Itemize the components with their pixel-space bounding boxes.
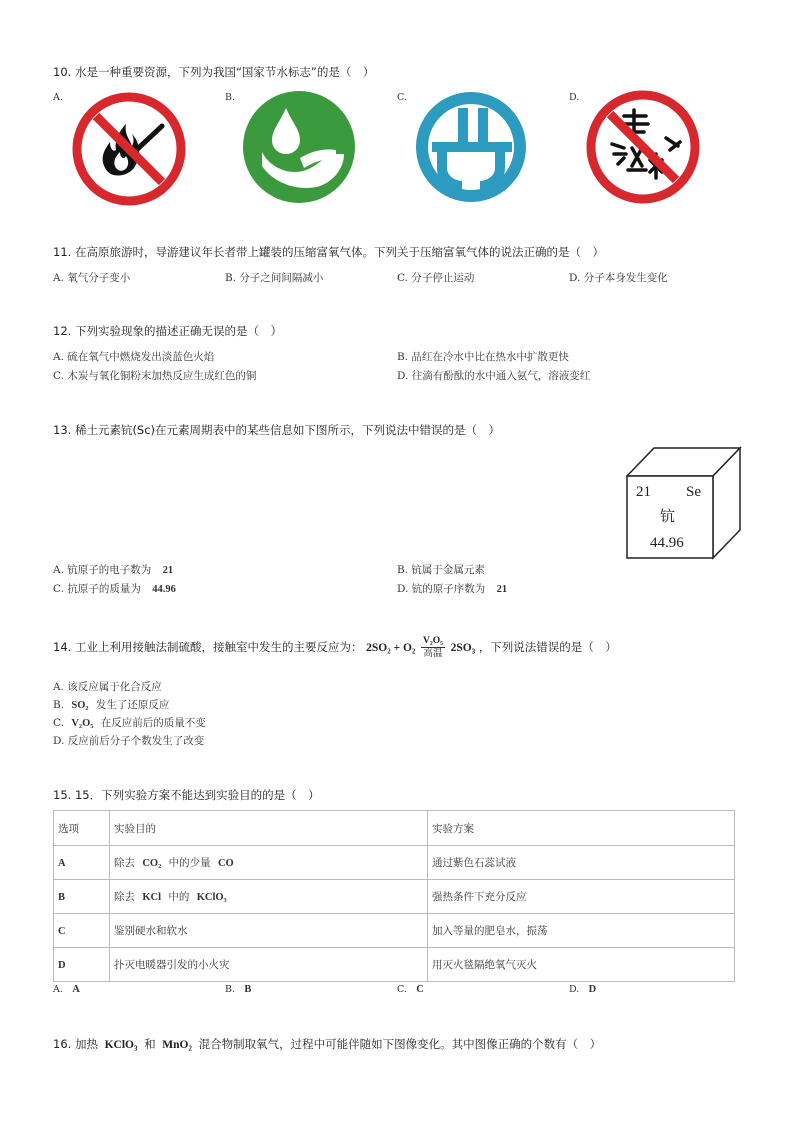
q13-option-b: B. 钪属于金属元素 [397, 564, 485, 576]
no-fireworks-icon [584, 88, 702, 206]
element-name: 钪 [660, 507, 676, 525]
q15-stem: 15. 15．下列实验方案不能达到实验目的的是（ ） [53, 788, 320, 802]
water-saving-hands-icon [412, 88, 530, 206]
element-symbol: Se [686, 484, 701, 500]
q14-option-b: B. SO₂ 发生了还原反应 [53, 699, 170, 711]
q11-option-d: D. 分子本身发生变化 [569, 272, 668, 284]
purpose-cell: 扑灭电暖器引发的小火灾 [110, 948, 428, 982]
q15-answer-d: D. D [569, 984, 597, 995]
no-fire-icon [70, 90, 188, 208]
table-row: D 扑灭电暖器引发的小火灾 用灭火毯隔绝氧气灭火 [54, 948, 735, 982]
plan-cell: 加入等量的肥皂水，振荡 [428, 914, 735, 948]
q14-option-c: C. V₂O₅ 在反应前后的质量不变 [53, 717, 206, 729]
atomic-mass: 44.96 [650, 535, 684, 551]
q15-answer-c: C. C [397, 984, 424, 995]
q10-label-d: D. [569, 92, 580, 103]
q14-stem: 14. 工业上利用接触法制硫酸，接触室中发生的主要反应为： 2SO₂ + O₂ $\frac{\text{V₂O₅}}{\text{高温}}$ 2SO₃ ，下列说法错误的是（ ） [53, 636, 617, 659]
table-row: B 除去 KCl 中的 KClO₃ 强热条件下充分反应 [54, 880, 735, 914]
q15-answer-b: B. B [225, 984, 252, 995]
plan-cell: 通过紫色石蕊试液 [428, 846, 735, 880]
q13-option-d: D. 钪的原子序数为 21 [397, 583, 508, 595]
table-row: A 除去 CO₂ 中的少量 CO 通过紫色石蕊试液 [54, 846, 735, 880]
purpose-cell: 鉴别硬水和软水 [110, 914, 428, 948]
table-row: C 鉴别硬水和软水 加入等量的肥皂水，振荡 [54, 914, 735, 948]
q12-option-c: C. 木炭与氧化铜粉末加热反应生成红色的铜 [53, 370, 257, 382]
q11-option-c: C. 分子停止运动 [397, 272, 475, 284]
q11-option-a: A. 氧气分子变小 [53, 272, 131, 284]
q12-option-b: B. 品红在冷水中比在热水中扩散更快 [397, 351, 569, 363]
q12-stem: 12. 下列实验现象的描述正确无误的是（ ） [53, 324, 282, 338]
purpose-cell: 除去 KCl 中的 KClO₃ [110, 880, 428, 914]
q15-answer-a: A. A [53, 984, 80, 995]
purpose-cell: 除去 CO₂ 中的少量 CO [110, 846, 428, 880]
atomic-number: 21 [636, 484, 651, 500]
plan-cell: 用灭火毯隔绝氧气灭火 [428, 948, 735, 982]
q14-reaction-arrow: $\frac{\text{V₂O₅}}{\text{高温}}$ [423, 636, 443, 659]
q14-reactants: 2SO₂ + O₂ [366, 642, 416, 654]
q11-stem: 11. 在高原旅游时，导游建议年长者带上罐装的压缩富氧气体。下列关于压缩富氧气体的说法正确的是（ ） [53, 245, 604, 259]
q13-option-c: C. 抗原子的质量为 44.96 [53, 583, 176, 595]
q14-product: 2SO₃ [450, 642, 476, 654]
q14-option-a: A. 该反应属于化合反应 [53, 681, 162, 693]
q10-label-a: A. [53, 92, 63, 103]
q11-option-b: B. 分子之间间隔减小 [225, 272, 324, 284]
plan-cell: 强热条件下充分反应 [428, 880, 735, 914]
water-drop-icon [240, 88, 358, 206]
q10-label-c: C. [397, 92, 407, 103]
q12-option-d: D. 往滴有酚酞的水中通入氨气，溶液变红 [397, 370, 591, 382]
q10-stem: 10. 水是一种重要资源，下列为我国“国家节水标志”的是（ ） [53, 65, 375, 79]
q13-stem: 13. 稀土元素钪(Sc)在元素周期表中的某些信息如下图所示，下列说法中错误的是（ ） [53, 423, 501, 437]
q10-label-b: B. [225, 92, 236, 103]
header-purpose: 实验目的 [110, 811, 428, 846]
element-cube [626, 446, 742, 560]
q15-table [53, 810, 735, 982]
q14-option-d: D. 反应前后分子个数发生了改变 [53, 735, 205, 747]
header-plan: 实验方案 [428, 811, 735, 846]
table-header-row [54, 811, 735, 846]
header-option: 选项 [54, 811, 110, 846]
q16-stem: 16. 加热 KClO₃ 和 MnO₂ 混合物制取氧气，过程中可能伴随如下图像变化。其中图像正确的个数有（ ） [53, 1037, 602, 1051]
q12-option-a: A. 硫在氧气中燃烧发出淡蓝色火焰 [53, 351, 215, 363]
q13-option-a: A. 钪原子的电子数为 21 [53, 564, 174, 576]
